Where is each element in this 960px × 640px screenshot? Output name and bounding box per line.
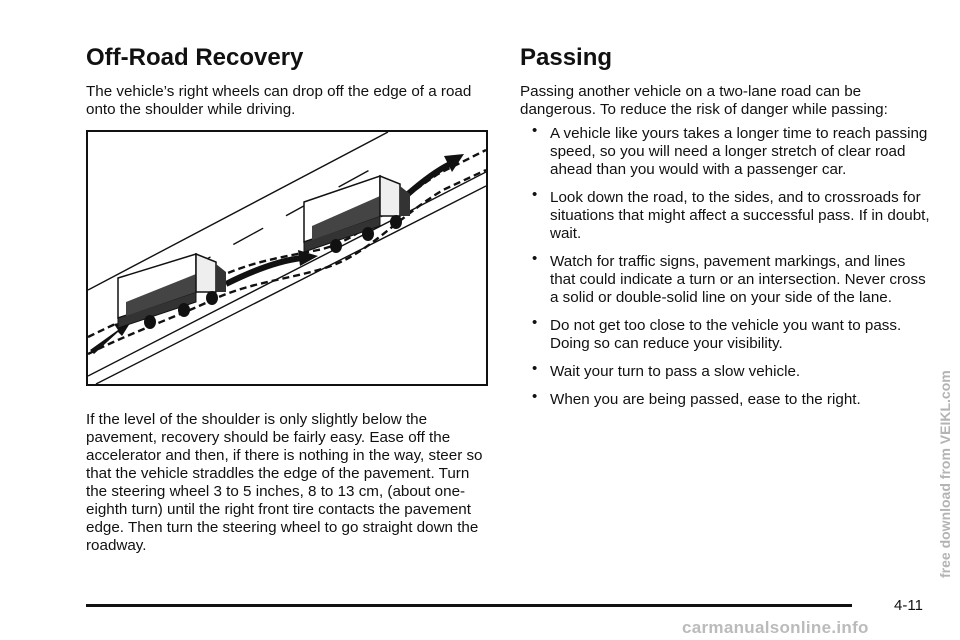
truck-icon: [304, 176, 410, 253]
off-road-recovery-illustration: [86, 130, 488, 386]
arrow-end-shaft: [408, 164, 450, 194]
passing-tips-list: [530, 125, 930, 409]
footer-rule: [86, 604, 852, 607]
footer-site-mark: carmanualsonline.info: [682, 618, 869, 637]
road-drawing: [88, 132, 486, 384]
list-item: • Do not get too close to the vehicle you want to pass. Doing so can reduce your visibility.: [530, 317, 930, 353]
list-item: • Look down the road, to the sides, and to crossroads for situations that might affect a successful pass. If in doubt, wait.: [530, 189, 930, 243]
watermark-graphic: [930, 340, 960, 580]
page-number: 4-11: [894, 597, 923, 614]
section-title-off-road-recovery: Off-Road Recovery: [86, 44, 304, 71]
off-road-body-paragraph: If the level of the shoulder is only slightly below the pavement, recovery should be fairly easy. Ease off the accelerator and then, if there is nothing in the way, steer so that the vehicle straddles the edge of the pavement. Turn the steering wheel 3 to 5 inches, 8 to 13 cm, (about one-eighth turn) until the right front tire contacts the pavement edge. Then turn the steering wheel to go straight down the roadway.: [86, 411, 483, 554]
list-item: • Watch for traffic signs, pavement markings, and lines that could indicate a turn or an intersection. Never cross a solid or double-solid line on your side of the lane.: [530, 253, 930, 307]
passing-intro-paragraph: Passing another vehicle on a two-lane road can be dangerous. To reduce the risk of danger while passing:: [520, 83, 888, 118]
veikl-watermark: [930, 340, 960, 580]
list-item: • When you are being passed, ease to the right.: [530, 391, 930, 409]
section-title-passing: Passing: [520, 44, 613, 71]
list-item: • A vehicle like yours takes a longer time to reach passing speed, so you will need a longer stretch of clear road ahead than you would with a passenger car.: [530, 125, 930, 179]
watermark-text: free download from VEIKL.com: [937, 370, 953, 578]
off-road-intro-paragraph: The vehicle’s right wheels can drop off the edge of a road onto the shoulder while driving.: [86, 83, 472, 118]
list-item: • Wait your turn to pass a slow vehicle.: [530, 363, 930, 381]
